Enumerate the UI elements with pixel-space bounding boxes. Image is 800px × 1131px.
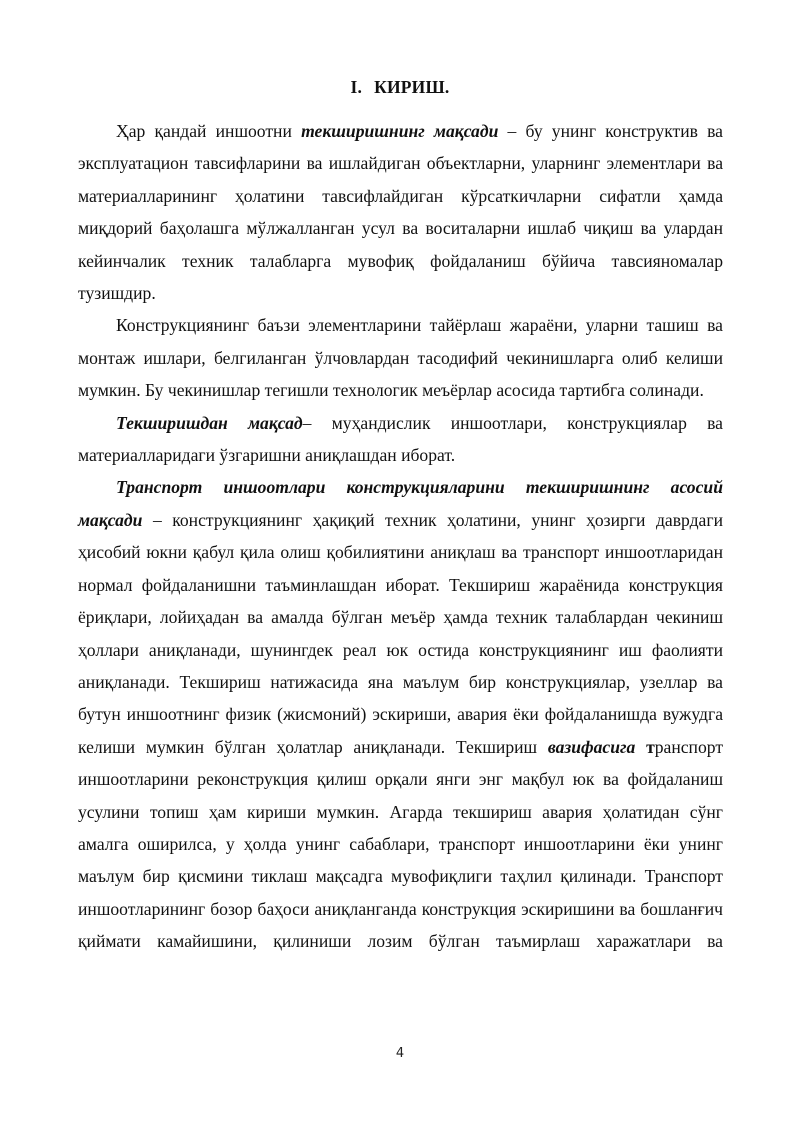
paragraph-transport-structures	[78, 471, 723, 957]
emphasis-term: Транспорт иншоотлари конструкцияларини текширишнинг асосий мақсади	[78, 477, 723, 530]
text-run: Конструкциянинг баъзи элементларини тайёрлаш жараёни, уларни ташиш ва монтаж ишлари, белгиланган ўлчовлардан тасодифий чекинишларга олиб келиши мумкин. Бу чекинишлар тегишли технологик меъёрлар асосида тартибга солинади.	[78, 315, 723, 401]
paragraph-purpose-of-inspection	[78, 115, 723, 309]
emphasis-term: вазифасига	[547, 736, 636, 757]
section-title: КИРИШ.	[374, 77, 450, 97]
section-number: I.	[350, 77, 363, 97]
page-number: 4	[395, 1046, 405, 1061]
text-run: – бу унинг конструктив ва эксплуатацион тавсифларини ва ишлайдиган объектларни, уларнинг элементлари ва материалларининг ҳолатини тавсифлайдиган кўрсаткичларни сифатли ҳамда миқдорий баҳолашга мўлжалланган усул ва воситаларни ишлаб чиқиш ва улардан кейинчалик техник талабларга мувофиқ фойдаланиш бўйича тавсияномалар тузишдир.	[78, 121, 723, 304]
emphasis-term: текширишнинг мақсади	[301, 121, 499, 141]
paragraph-construction-deviations	[78, 309, 723, 406]
bold-letter: т	[635, 736, 655, 757]
text-run: Ҳар қандай иншоотни	[116, 121, 302, 141]
text-run: – конструкциянинг ҳақиқий техник ҳолатини, унинг ҳозирги даврдаги ҳисобий юкни қабул қила олиш қобилиятини аниқлаш ва транспорт иншоотларидан нормал фойдаланишни таъминлашдан иборат. Текшириш жараёнида конструкция ёриқлари, лойиҳадан ва амалда бўлган меъёр ҳамда техник талаблардан чекиниш ҳоллари аниқланади, шунингдек реал юк остида конструкциянинг иш фаолияти аниқланади. Текшириш натижасида яна маълум бир конструкциялар, узеллар ва бутун иншоотнинг физик (жисмоний) эскириши, авария ёки фойдаланишда вужудга келиши мумкин бўлган ҳолатлар аниқланади. Текшириш	[78, 509, 723, 757]
emphasis-term: Текширишдан мақсад	[116, 412, 303, 433]
paragraph-inspection-goal	[78, 407, 723, 472]
body-text	[78, 115, 723, 958]
text-run: – муҳандислик иншоотлари, конструкциялар ва материалларидаги ўзгаришни аниқлашдан иборат.	[78, 412, 723, 466]
text-run: ранспорт иншоотларини реконструкция қилиш орқали янги энг мақбул юк ва фойдаланиш усулини топиш ҳам кириши мумкин. Агарда текшириш авария ҳолатидан сўнг амалга оширилса, у ҳолда унинг сабаблари, транспорт иншоотларини ёки унинг маълум бир қисмини тиклаш мақсадга мувофиқлиги таҳлил қилинади. Транспорт иншоотларининг бозор баҳоси аниқланганда конструкция эскиришини ва бошланғич қиймати камайишини, қилиниши лозим бўлган таъмирлаш харажатлари ва	[78, 736, 724, 952]
section-heading	[0, 76, 800, 98]
